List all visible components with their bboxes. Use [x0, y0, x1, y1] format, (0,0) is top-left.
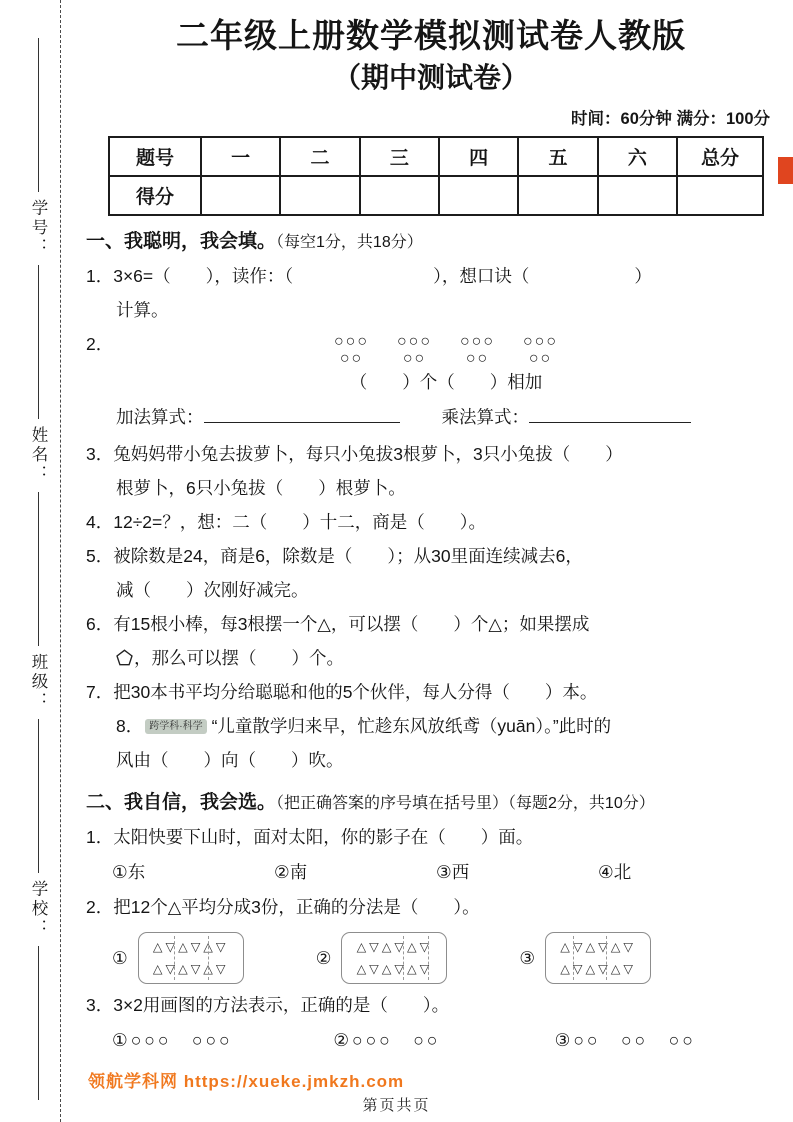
write-line	[38, 946, 39, 1100]
question-5	[86, 539, 776, 607]
question-3	[86, 437, 776, 505]
question-6	[86, 607, 776, 675]
triangle-row: △▽△▽△▽	[152, 940, 229, 954]
circle-option-1: ①○○○ ○○○	[112, 1030, 233, 1050]
dashed-divider	[428, 936, 429, 980]
score-table-cell: 总分	[677, 137, 763, 176]
score-table-empty-cell	[201, 176, 280, 215]
page-number-footer: 第页共页	[362, 1097, 431, 1114]
write-line	[38, 719, 39, 873]
question-2-equations	[116, 397, 776, 437]
section1-title: 一、我聪明，我会填。	[86, 231, 277, 252]
option-3-number: ③	[519, 947, 536, 968]
question-8-line1	[116, 709, 776, 743]
triangle-option-1	[112, 932, 244, 984]
circle-group	[397, 333, 432, 367]
score-table-cell: 一	[201, 137, 280, 176]
question-7-line1: 7．把30本书平均分给聪聪和他的5个伙伴，每人分得（ ）本。	[86, 682, 598, 702]
circle-row: ○○	[402, 350, 427, 367]
student-id-label: 学号：	[29, 199, 47, 258]
section1-heading	[86, 226, 776, 259]
s2-question-2-options	[86, 932, 776, 984]
triangle-box-3	[545, 932, 651, 984]
left-margin-fields	[20, 38, 56, 1100]
question-4	[86, 505, 776, 539]
corner-tab	[778, 157, 793, 184]
write-line	[38, 492, 39, 646]
question-8-line1-text: “儿童散学归来早，忙趁东风放纸鸢（yuān）。”此时的	[211, 716, 612, 736]
score-table-empty-cell	[439, 176, 518, 215]
circle-groups-figure	[116, 327, 776, 367]
question-1-line1: 1．3×6=（ ），读作：（ ），想口诀（ ）	[86, 266, 652, 286]
question-6-line2	[116, 641, 776, 675]
circle-row: ○○○	[523, 333, 558, 350]
circle-option-2: ②○○○ ○○	[333, 1030, 441, 1050]
section2-heading	[86, 787, 776, 820]
circle-group	[523, 333, 558, 367]
multiplication-blank-line	[529, 419, 691, 423]
score-table-cell: 得分	[109, 176, 201, 215]
triangle-option-3	[519, 932, 651, 984]
write-line	[38, 38, 39, 192]
question-8-number: 8．	[116, 716, 144, 736]
triangle-box-1	[138, 932, 244, 984]
circle-row: ○○○	[334, 333, 369, 350]
s2-question-1	[86, 820, 776, 854]
dashed-divider	[606, 936, 607, 980]
option-2-number: ②	[315, 947, 332, 968]
question-1	[86, 259, 776, 327]
s2-question-3-options	[86, 1022, 776, 1058]
main-content	[86, 14, 776, 1058]
question-2-number: 2．	[86, 334, 114, 354]
s2-question-1-options	[86, 854, 776, 890]
score-table-empty-cell	[518, 176, 597, 215]
score-table-cell: 四	[439, 137, 518, 176]
addition-label: 加法算式：	[116, 407, 204, 427]
score-table-cell: 题号	[109, 137, 201, 176]
option-east: ①东	[112, 862, 146, 882]
dashed-divider	[573, 936, 574, 980]
option-1-number: ①	[112, 947, 128, 968]
cross-subject-badge: 跨学科·科学	[145, 719, 206, 734]
score-table-cell: 五	[518, 137, 597, 176]
section2-title: 二、我自信，我会选。	[86, 792, 277, 813]
watermark-link: 领航学科网 https://xueke.jmkzh.com	[88, 1072, 405, 1091]
triangle-box-2	[341, 932, 447, 984]
triangle-row: △▽△▽△▽	[356, 940, 433, 954]
section1-note: （每空1分，共18分）	[276, 234, 423, 251]
score-table-header-row	[109, 137, 763, 176]
question-4-line1: 4．12÷2=？，想：二（ ）十二，商是（ ）。	[86, 512, 487, 532]
score-table-score-row	[109, 176, 763, 215]
triangle-row: △▽△▽△▽	[152, 962, 229, 976]
question-3-line1: 3．兔妈妈带小兔去拔萝卜，每只小兔拔3根萝卜，3只小兔拔（ ）	[86, 444, 623, 464]
circle-row: ○○○	[460, 333, 495, 350]
score-table-empty-cell	[598, 176, 677, 215]
triangle-row: △▽△▽△▽	[560, 940, 636, 954]
circle-row: ○○	[528, 350, 553, 367]
score-table-cell: 三	[360, 137, 439, 176]
circle-group	[460, 333, 495, 367]
option-west: ③西	[436, 862, 470, 882]
s2-question-3	[86, 988, 776, 1022]
question-5-line2: 减（ ）次刚好减完。	[116, 580, 309, 600]
page-title: 二年级上册数学模拟测试卷人教版	[176, 17, 686, 54]
score-table-cell: 二	[280, 137, 359, 176]
name-label: 姓名：	[29, 426, 47, 485]
question-8-line2: 风由（ ）向（ ）吹。	[116, 750, 344, 770]
score-table-empty-cell	[677, 176, 763, 215]
section1-questions	[86, 259, 776, 777]
triangle-option-2	[316, 932, 448, 984]
question-6-line2-text: ，那么可以摆（ ）个。	[134, 648, 344, 668]
addition-blank-line	[204, 419, 400, 423]
dashed-divider	[208, 936, 209, 980]
class-label: 班级：	[29, 653, 47, 712]
pentagon-icon	[116, 649, 133, 666]
option-south: ②南	[274, 862, 308, 882]
multiplication-label: 乘法算式：	[441, 407, 529, 427]
dashed-divider	[174, 936, 175, 980]
score-table-empty-cell	[280, 176, 359, 215]
circle-row: ○○	[465, 350, 490, 367]
dashed-divider	[403, 936, 404, 980]
triangle-row: △▽△▽△▽	[356, 962, 433, 976]
score-table-cell: 六	[598, 137, 677, 176]
question-3-line2: 根萝卜，6只小兔拔（ ）根萝卜。	[116, 478, 406, 498]
s2-question-1-line1: 1．太阳快要下山时，面对太阳，你的影子在（ ）面。	[86, 827, 534, 847]
question-2-caption: （ ）个（ ）相加	[349, 372, 543, 392]
school-label: 学校：	[29, 880, 47, 939]
circle-row: ○○	[339, 350, 364, 367]
fold-dashed-line	[60, 0, 61, 1122]
question-8	[86, 709, 776, 777]
page-subtitle: （期中测试卷）	[332, 62, 529, 93]
circle-row: ○○○	[397, 333, 432, 350]
option-north: ④北	[598, 862, 632, 882]
circle-option-3: ③○○ ○○ ○○	[554, 1030, 696, 1050]
time-score-meta: 时间：60分钟 满分：100分	[571, 110, 770, 128]
question-7	[86, 675, 776, 709]
circle-group	[334, 333, 369, 367]
score-table	[108, 136, 764, 216]
section2-note: （把正确答案的序号填在括号里）（每题2分，共10分）	[276, 795, 655, 812]
question-2	[86, 327, 776, 437]
write-line	[38, 265, 39, 419]
s2-question-2	[86, 890, 776, 924]
score-table-empty-cell	[360, 176, 439, 215]
question-5-line1: 5．被除数是24，商是6，除数是（ ）；从30里面连续减去6，	[86, 546, 583, 566]
s2-question-2-line1: 2．把12个△平均分成3份，正确的分法是（ ）。	[86, 897, 480, 917]
question-6-line1: 6．有15根小棒，每3根摆一个△，可以摆（ ）个△；如果摆成	[86, 614, 590, 634]
triangle-row: △▽△▽△▽	[560, 962, 636, 976]
s2-question-3-line1: 3．3×2用画图的方法表示，正确的是（ ）。	[86, 995, 450, 1015]
question-1-line2: 计算。	[116, 300, 169, 320]
section2-questions	[86, 820, 776, 1058]
